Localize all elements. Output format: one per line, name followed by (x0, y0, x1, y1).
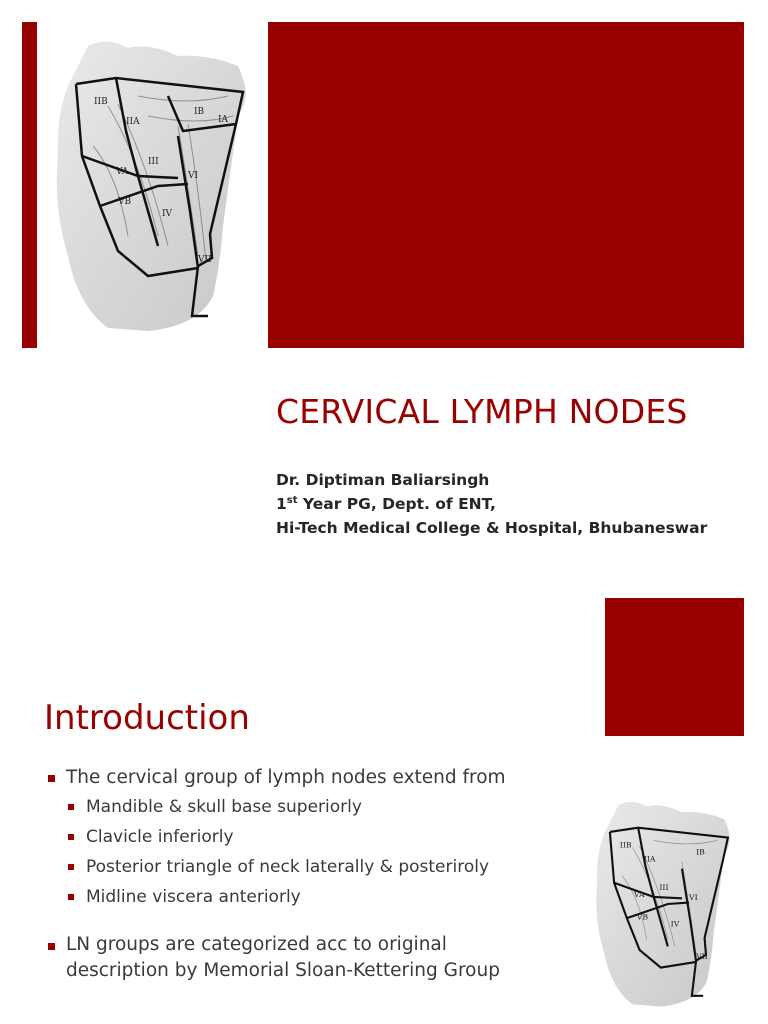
figure-label: VI (188, 171, 199, 181)
neck-levels-illustration (48, 36, 260, 336)
figure-label: IIA (643, 854, 656, 864)
author-block (276, 468, 756, 540)
author-name: Dr. Diptiman Baliarsingh (276, 471, 490, 489)
figure-label: VII (198, 255, 212, 265)
bullet-item: LN groups are categorized acc to original description by Memorial Sloan-Kettering Group (48, 932, 548, 984)
sub-bullet-item: Clavicle inferiorly (48, 822, 568, 852)
accent-bar-left (22, 22, 37, 348)
sub-bullet-item: Mandible & skull base superiorly (48, 792, 568, 822)
accent-square (605, 598, 744, 736)
figure-label: IB (194, 107, 205, 117)
figure-label: IV (670, 919, 680, 929)
figure-label: VB (118, 197, 132, 207)
neck-levels-illustration-small (590, 798, 740, 1010)
figure-label: III (148, 157, 159, 167)
author-year-suffix: st (286, 494, 298, 506)
sub-bullet-item: Midline viscera anteriorly (48, 882, 568, 912)
slide-title: CERVICAL LYMPH NODES (276, 392, 688, 431)
sub-bullet-item: Posterior triangle of neck laterally & posteriroly (48, 852, 568, 882)
figure-label: IIA (126, 117, 140, 127)
bullet-item: The cervical group of lymph nodes extend from (48, 764, 568, 792)
accent-block (268, 22, 744, 348)
author-year-text: Year PG, Dept. of ENT, (297, 495, 496, 513)
author-year-number: 1 (276, 495, 287, 513)
figure-label: VA (633, 889, 645, 899)
slide-title: Introduction (44, 698, 250, 738)
figure-label: VI (689, 892, 698, 902)
author-year (276, 492, 756, 516)
figure-label: III (659, 882, 669, 892)
figure-label: VB (636, 912, 649, 922)
figure-label: IA (218, 115, 229, 125)
figure-label: IV (162, 209, 173, 219)
author-institution: Hi-Tech Medical College & Hospital, Bhubaneswar (276, 519, 708, 537)
figure-label: VII (696, 952, 708, 962)
figure-label: IIB (94, 97, 108, 107)
figure-label: IIB (619, 840, 632, 850)
introduction-slide (0, 590, 768, 1024)
figure-label: VA (116, 167, 129, 177)
figure-label: IB (696, 847, 705, 857)
bullet-list (48, 764, 568, 984)
